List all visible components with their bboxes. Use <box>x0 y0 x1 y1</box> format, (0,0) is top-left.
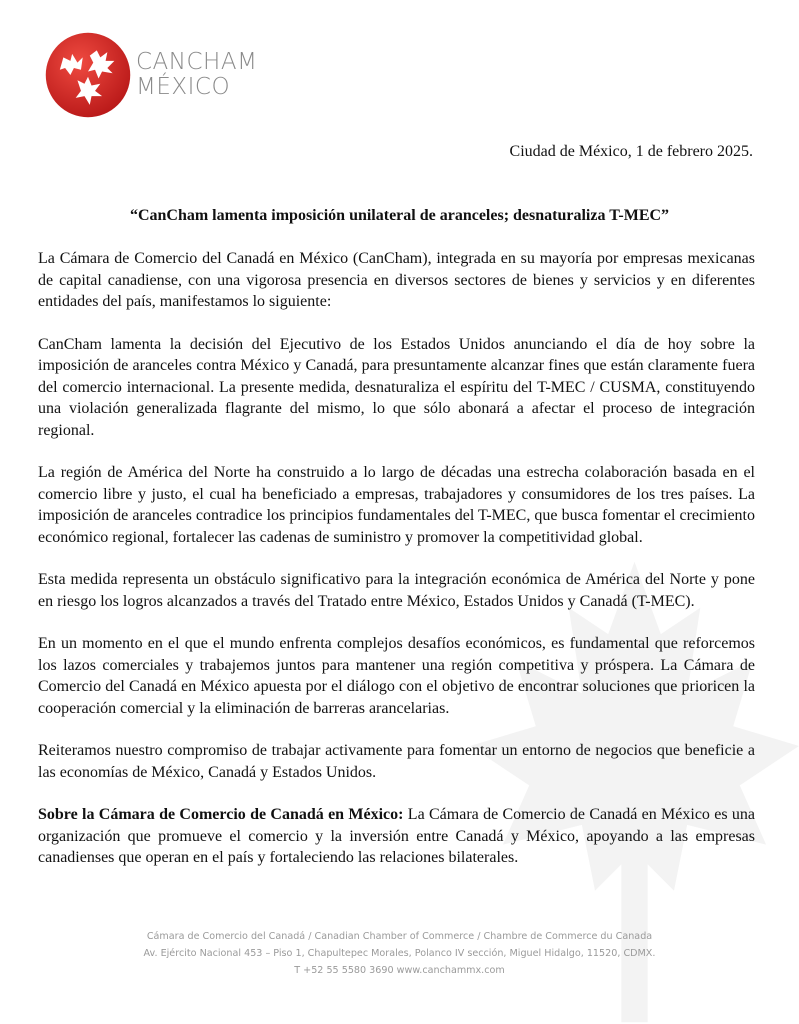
footer-line-1: Cámara de Comercio del Canadá / Canadian Chamber of Commerce / Chambre de Commerce du Canada <box>146 931 653 942</box>
footer <box>0 928 799 979</box>
about-paragraph <box>38 804 755 869</box>
about-label: Sobre la Cámara de Comercio de Canadá en México: <box>38 806 404 823</box>
paragraph: En un momento en el que el mundo enfrenta complejos desafíos económicos, es fundamental que reforcemos los lazos comerciales y trabajemos juntos para mantener una región competitiva y próspera. La Cámara de Comercio del Canadá en México apuesta por el diálogo con el objetivo de encontrar soluciones que prioricen la cooperación comercial y la eliminación de barreras arancelarias. <box>38 635 755 717</box>
logo-line-2: MÉXICO <box>136 74 231 100</box>
paragraph: Esta medida representa un obstáculo significativo para la integración económica de América del Norte y pone en riesgo los logros alcanzados a través del Tratado entre México, Estados Unidos y Canadá (T-MEC). <box>38 571 755 610</box>
maple-leaf-logo-icon <box>44 31 132 119</box>
press-release-body <box>38 248 755 890</box>
paragraph: CanCham lamenta la decisión del Ejecutivo de los Estados Unidos anunciando el día de hoy sobre la imposición de aranceles contra México y Canadá, para presuntamente alcanzar fines que están claramente fuera del comercio internacional. La presente medida, desnaturaliza el espíritu del T-MEC / CUSMA, constituyendo una violación generalizada flagrante del mismo, lo que sólo abonará a afectar el proceso de integración regional. <box>38 335 755 439</box>
paragraph: Reiteramos nuestro compromiso de trabajar activamente para fomentar un entorno de negocios que beneficie a las economías de México, Canadá y Estados Unidos. <box>38 742 755 781</box>
press-release-title: “CanCham lamenta imposición unilateral de aranceles; desnaturaliza T-MEC” <box>129 207 670 224</box>
paragraph: La región de América del Norte ha construido a lo largo de décadas una estrecha colaboración basada en el comercio libre y justo, el cual ha beneficiado a empresas, trabajadores y consumidores de los tres países. La imposición de aranceles contradice los principios fundamentales del T-MEC, que busca fomentar el crecimiento económico regional, fortalecer las cadenas de suministro y promover la competitividad global. <box>38 464 755 546</box>
logo-line-1: CANCHAM <box>136 49 258 75</box>
footer-address: Av. Ejército Nacional 453 – Piso 1, Chapultepec Morales, Polanco IV sección, Miguel Hidalgo, 11520, CDMX. <box>143 948 656 959</box>
dateline: Ciudad de México, 1 de febrero 2025. <box>509 143 753 160</box>
cancham-logo <box>44 31 257 119</box>
about-text: La Cámara de Comercio de Canadá en México es una organización que promueve el comercio y la inversión entre Canadá y México, apoyando a las empresas canadienses que operan en el país y fortaleciendo las relaciones bilaterales. <box>38 806 755 866</box>
paragraph: La Cámara de Comercio del Canadá en México (CanCham), integrada en su mayoría por empresas mexicanas de capital canadiense, con una vigorosa presencia en diversos sectores de bienes y servicios y en diferentes entidades del país, manifestamos lo siguiente: <box>38 250 755 310</box>
footer-contact: T +52 55 5580 3690 www.canchammx.com <box>294 965 505 976</box>
